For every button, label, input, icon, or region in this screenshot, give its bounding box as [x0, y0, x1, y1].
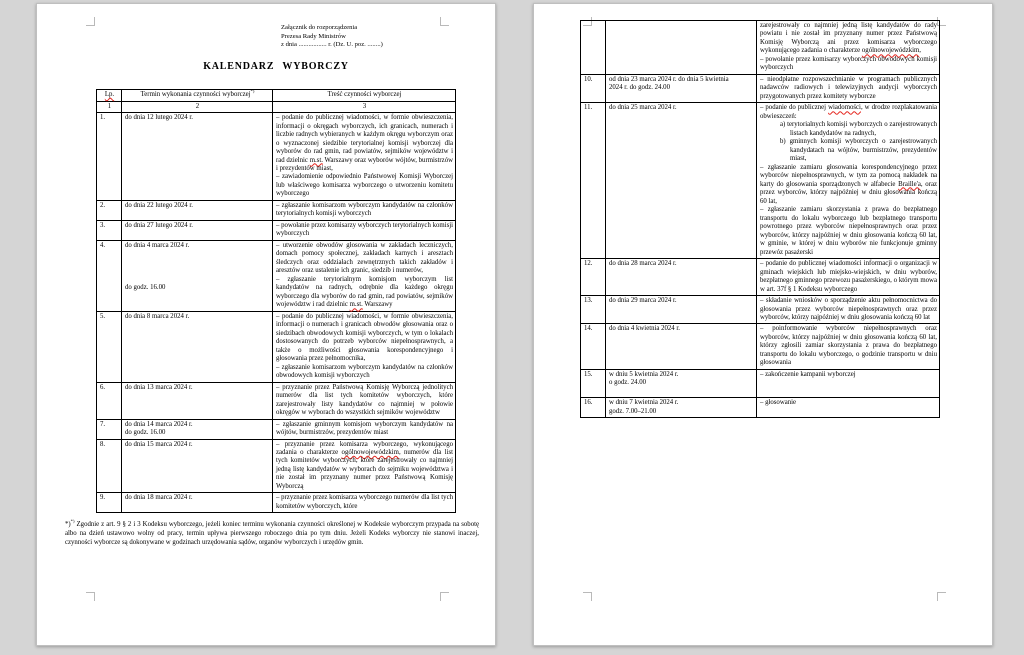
table-row	[581, 74, 940, 102]
term-line: do dnia 12 lutego 2024 r.	[125, 114, 193, 122]
spellcheck-underline: m.st.	[349, 301, 363, 309]
term-line: w dniu 7 kwietnia 2024 r.	[609, 399, 679, 407]
cell-term	[122, 200, 273, 220]
margin-corner-mark	[440, 592, 449, 601]
table-row	[581, 296, 940, 324]
content-item: – przyznanie przez komisarza wyborczego, wykonującego zadania o charakterze ogólnowojewódzkim, numerów dla list tych komitetów wyborczych, które zarejestrowały co najmniej jedną listę kandydatów w wyborach do sejmiku województwa i nie został im przyznany numer przez Państwową Komisję Wyborczą	[276, 440, 453, 490]
cell-lp: 1.	[97, 113, 122, 201]
margin-corner-mark	[937, 592, 946, 601]
content-item: – podanie do publicznej wiadomości, w formie obwieszczenia, informacji o numerach i granicach obwodów głosowania oraz o siedzibach obwodowych komisji wyborczych, w tym o lokalach dostosowanych do potrzeb wyborców niepełnosprawnych, a także o możliwości głosowania korespondencyjnego i głosowania przez pełnomocnika,	[276, 312, 453, 363]
spellcheck-underline: Lp.	[104, 91, 115, 99]
table-row	[581, 103, 940, 259]
column-number-row	[97, 101, 456, 112]
content-item: – zgłaszanie komisarzom wyborczym kandydatów na członków obwodowych komisji wyborczych	[276, 363, 453, 380]
cell-lp: 14.	[581, 324, 606, 369]
cell-lp: 16.	[581, 398, 606, 418]
cell-term	[606, 21, 757, 75]
cell-content	[757, 259, 940, 296]
term-line: do godz. 16.00	[125, 284, 166, 292]
table-row	[97, 382, 456, 419]
electoral-calendar-table	[96, 89, 456, 513]
term-line: do dnia 25 marca 2024 r.	[609, 104, 677, 112]
content-item: – zawiadomienie odpowiednio Państwowej Komisji Wyborczej lub właściwego komisarza wyborczego o utworzeniu komitetu wyborczego	[276, 173, 453, 198]
cell-lp: 11.	[581, 103, 606, 259]
term-line: do dnia 13 marca 2024 r.	[125, 383, 193, 391]
content-item: – składanie wniosków o sporządzenie aktu pełnomocnictwa do głosowania przez wyborców niepełnosprawnych oraz przez wyborców, którzy najpóźniej w dniu głosowania kończą 60 lat	[760, 297, 937, 321]
cell-content	[273, 311, 456, 382]
cell-content	[273, 240, 456, 311]
content-item: – zgłaszanie zamiaru głosowania korespondencyjnego przez wyborców niepełnosprawnych, w tym za pomocą nakładek na karty do głosowania sporządzonych w alfabecie Braille'a, oraz przez wyborców, którzy najpóźniej w dniu głosowania kończą 60 lat,	[760, 163, 937, 205]
cell-lp: 10.	[581, 74, 606, 102]
table-row	[97, 419, 456, 439]
content-item: – podanie do publicznej wiadomości, w drodze rozplakatowania obwieszczeń:	[760, 104, 937, 120]
cell-lp: 12.	[581, 259, 606, 296]
cell-lp: 4.	[97, 240, 122, 311]
term-line: do dnia 15 marca 2024 r.	[125, 440, 193, 448]
cell-content	[273, 200, 456, 220]
cell-term	[122, 113, 273, 201]
attachment-note	[281, 24, 451, 50]
footnote	[65, 521, 479, 547]
cell-term	[122, 220, 273, 240]
cell-lp: 5.	[97, 311, 122, 382]
cell-term	[122, 439, 273, 493]
term-line: do dnia 18 marca 2024 r.	[125, 494, 193, 502]
term-line: godz. 7.00–21.00	[609, 407, 657, 415]
cell-term	[606, 369, 757, 397]
spellcheck-underline: Braille'a	[898, 180, 921, 188]
spellcheck-underline: ogólnowojewódzkim	[341, 449, 399, 456]
table-row	[97, 439, 456, 493]
footnote-text: Zgodnie z art. 9 § 2 i 3 Kodeksu wyborczego, jeżeli koniec terminu wykonania czynności określonej w Kodeksie wyborczym przypada na sobotę albo na dzień ustawowo wolny od pracy, termin upływa pierwszego roboczego dnia po tym dniu. Jeżeli Kodeks wyborczy nie stanowi inaczej, czynności wyborcze są dokonywane w godzinach urzędowania sądów, organów wyborczych i urzędów gmin.	[65, 521, 479, 547]
content-item: – przyznanie przez komisarza wyborczego numerów dla list tych komitetów wyborczych, które	[276, 494, 453, 510]
term-line: do dnia 8 marca 2024 r.	[125, 312, 190, 320]
content-item: a) terytorialnych komisji wyborczych o zarejestrowanych listach kandydatów na radnych,	[780, 121, 937, 137]
table-row	[97, 493, 456, 513]
cell-content	[273, 439, 456, 493]
table-row	[97, 220, 456, 240]
document-title: KALENDARZ WYBORCZY	[203, 61, 349, 73]
cell-term	[606, 259, 757, 296]
table-row	[581, 324, 940, 369]
table-row	[97, 311, 456, 382]
cell-content	[757, 369, 940, 397]
term-line	[125, 276, 270, 284]
term-line: do dnia 28 marca 2024 r.	[609, 260, 677, 268]
header-lp	[97, 90, 122, 101]
spellcheck-underline: wiadomości	[828, 104, 861, 112]
term-line: 2024 r. do godz. 24.00	[609, 84, 670, 92]
term-line: do dnia 4 marca 2024 r.	[125, 241, 190, 249]
content-item: b) gminnych komisji wyborczych o zarejestrowanych kandydatach na wójtów, burmistrzów, prezydentów miast,	[780, 138, 937, 163]
content-item: – powołanie przez komisarzy wyborczych obwodowych komisji wyborczych	[760, 55, 937, 72]
content-item: – utworzenie obwodów głosowania w zakładach leczniczych, domach pomocy społecznej, zakładach karnych i aresztach śledczych oraz oddziałach zewnętrznych takich zakładów i aresztów oraz ustalenie ich granic, siedzib i numerów,	[276, 241, 453, 275]
attachment-line: z dnia ................. r. (Dz. U. poz. ........)	[281, 41, 383, 49]
table-row	[581, 259, 940, 296]
electoral-calendar-table-continued	[580, 20, 940, 418]
footnote-marker: *)	[65, 521, 71, 529]
cell-content	[273, 220, 456, 240]
term-line: do dnia 27 lutego 2024 r.	[125, 221, 193, 229]
term-line	[125, 267, 270, 275]
content-item: – zgłaszanie gminnym komisjom wyborczym kandydatów na wójtów, burmistrzów, prezydentów miast	[276, 420, 453, 437]
cell-content	[273, 493, 456, 513]
cell-content	[757, 103, 940, 259]
cell-content	[757, 74, 940, 102]
term-line: do dnia 22 lutego 2024 r.	[125, 201, 193, 209]
term-line: od dnia 23 marca 2024 r. do dnia 5 kwietnia	[609, 75, 729, 83]
term-line: do dnia 4 kwietnia 2024 r.	[609, 325, 680, 333]
cell-content	[757, 21, 940, 75]
header-term: Termin wykonania czynności wyborczej*)	[122, 90, 273, 101]
content-item: – zgłaszanie zamiaru skorzystania z prawa do bezpłatnego transportu do lokalu wyborczego lub bezpłatnego transportu powrotnego przez wyborców niepełnosprawnych oraz przez wyborców, którzy najpóźniej w dniu głosowania kończą 60 lat, w gminie, w której w dniu wyborów nie funkcjonuje gminny przewóz pasażerski	[760, 206, 937, 256]
table-row	[97, 113, 456, 201]
cell-term	[606, 296, 757, 324]
table-row	[581, 398, 940, 418]
footnote-marker-sup: *)	[70, 519, 75, 525]
cell-lp: 2.	[97, 200, 122, 220]
term-line: do godz. 16.00	[125, 429, 166, 437]
term-line	[125, 259, 270, 267]
term-line: o godz. 24.00	[609, 379, 647, 387]
cell-content	[273, 113, 456, 201]
content-item: – powołanie przez komisarzy wyborczych terytorialnych komisji wyborczych	[276, 221, 453, 238]
table-row	[581, 21, 940, 75]
term-line: do dnia 14 marca 2024 r.	[125, 420, 193, 428]
cell-term	[606, 398, 757, 418]
table-row	[97, 200, 456, 220]
table-row	[97, 240, 456, 311]
header-tresc: Treść czynności wyborczej	[273, 90, 456, 101]
cell-lp: 15.	[581, 369, 606, 397]
column-number: 2	[122, 101, 273, 112]
content-item: – podanie do publicznej wiadomości informacji o organizacji w gminach wiejskich lub miejsko-wiejskich, w dniu wyborów, bezpłatnego gminnego przewozu pasażerskiego, o którym mowa w art. 37f § 1 Kodeksu wyborczego	[760, 260, 937, 293]
document-page-2[interactable]	[533, 3, 993, 646]
cell-lp: 6.	[97, 382, 122, 419]
cell-lp: 7.	[97, 419, 122, 439]
spellcheck-underline: ogólnowojewódzkim	[861, 47, 920, 55]
content-item: – poinformowanie wyborców niepełnosprawnych oraz wyborców, którzy najpóźniej w dniu głosowania kończą 60 lat, którzy zgłosili zamiar skorzystania z prawa do bezpłatnego transportu do lokalu wyborczego, o godzinie transportu w dniu głosowania	[760, 325, 937, 367]
content-item: – zakończenie kampanii wyborczej	[760, 370, 856, 378]
cell-lp: 9.	[97, 493, 122, 513]
term-line	[125, 250, 270, 258]
term-line: do dnia 29 marca 2024 r.	[609, 297, 677, 305]
content-item: – zgłaszanie terytorialnym komisjom wyborczym list kandydatów na radnych, odrębnie dla każdego okręgu wyborczego dla wyborów do rad gmin, rad powiatów, sejmików województw i rad dzielnic m.st. Warszawy	[276, 275, 453, 309]
content-item: – podanie do publicznej wiadomości, w formie obwieszczenia, informacji o okręgach wyborczych, ich granicach, numerach i liczbie radnych wybieranych w każdym okręgu wyborczym oraz o wyznaczonej siedzibie terytorialnej komisji wyborczej dla wyborów do rad gmin, rad powiatów, sejmików województw i rad dzielnic m.st. Warszawy oraz wyborów wójtów, burmistrzów i prezydentów miast,	[276, 114, 454, 172]
term-line	[609, 388, 754, 396]
cell-term	[122, 493, 273, 513]
cell-content	[757, 398, 940, 418]
document-page-1[interactable]	[36, 3, 496, 646]
spellcheck-underline: m.st.	[309, 156, 323, 164]
cell-content	[757, 324, 940, 369]
table-row	[581, 369, 940, 397]
term-line: w dniu 5 kwietnia 2024 r.	[609, 370, 679, 378]
cell-term	[122, 382, 273, 419]
table-header-row	[97, 90, 456, 101]
column-number: 1	[97, 101, 122, 112]
content-item: – głosowanie	[760, 399, 797, 407]
cell-term	[122, 311, 273, 382]
cell-term	[606, 324, 757, 369]
cell-content	[273, 382, 456, 419]
content-item: – nieodpłatne rozpowszechnianie w programach publicznych nadawców radiowych i telewizyjnych audycji wyborczych przygotowanych przez komitety wyborcze	[760, 75, 937, 100]
content-item: – przyznanie przez Państwową Komisję Wyborczą jednolitych numerów dla list tych komitetów wyborczych, które zarejestrowały listy kandydatów co najmniej w połowie okręgów w wyborach do wszystkich sejmików województw	[276, 383, 453, 417]
margin-corner-mark	[583, 592, 592, 601]
cell-lp: 8.	[97, 439, 122, 493]
attachment-line: Załącznik do rozporządzenia	[281, 24, 358, 31]
cell-lp	[581, 21, 606, 75]
column-number: 3	[273, 101, 456, 112]
content-item: – zgłaszanie komisarzom wyborczym kandydatów na członków terytorialnych komisji wyborczych	[276, 201, 453, 218]
content-item: zarejestrowały co najmniej jedną listę kandydatów do rady powiatu i nie został im przyznany numer przez Państwową Komisję Wyborczą ani przez komisarza wyborczego wykonującego zadania o charakterze ogólnowojewódzkim,	[760, 22, 937, 55]
cell-lp: 3.	[97, 220, 122, 240]
attachment-line: Prezesa Rady Ministrów	[281, 32, 346, 40]
cell-content	[273, 419, 456, 439]
cell-term	[606, 103, 757, 259]
cell-term	[122, 419, 273, 439]
cell-term	[122, 240, 273, 311]
margin-corner-mark	[86, 592, 95, 601]
cell-content	[757, 296, 940, 324]
cell-lp: 13.	[581, 296, 606, 324]
cell-term	[606, 74, 757, 102]
